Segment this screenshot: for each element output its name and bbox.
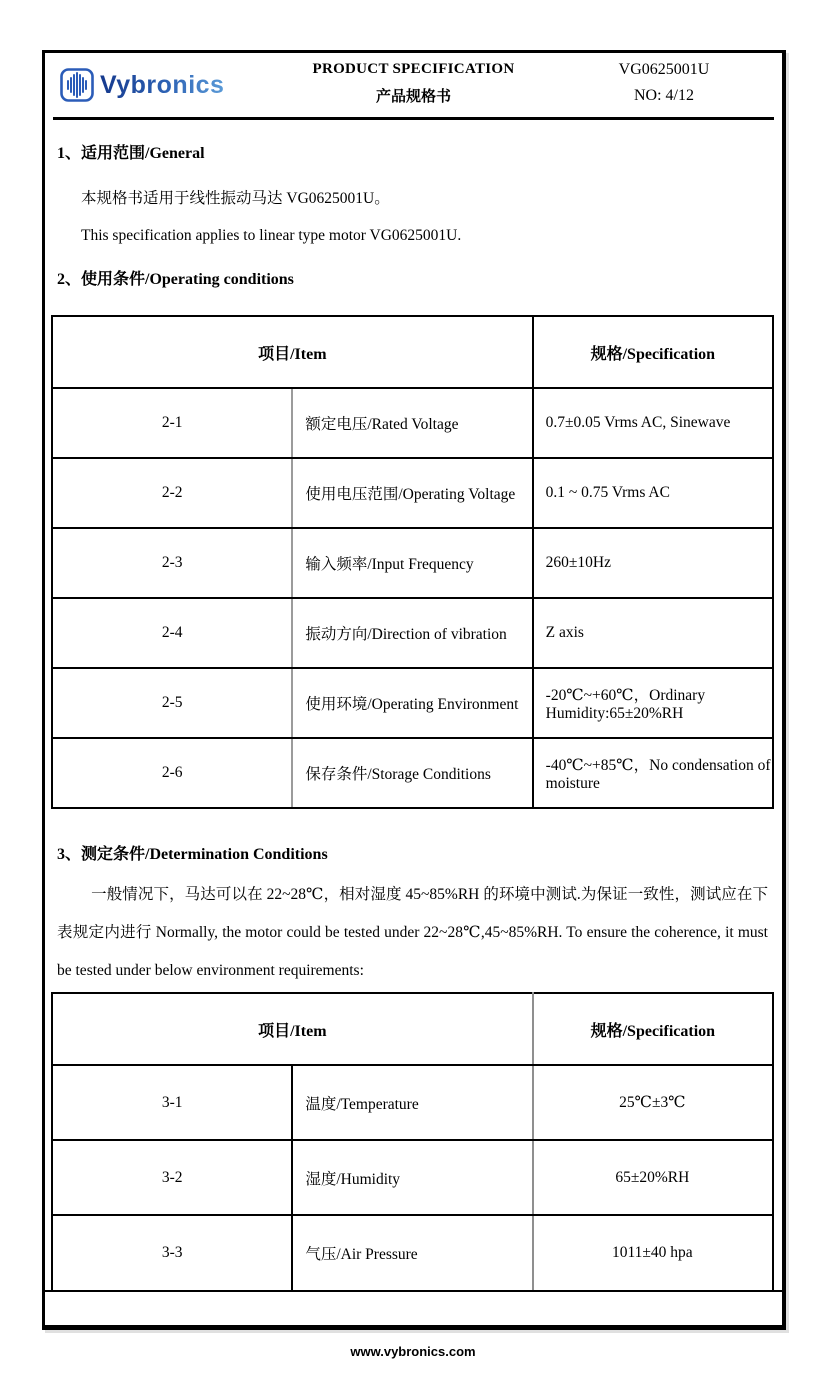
row-number: 3-3 — [52, 1215, 292, 1290]
spec-cell: Z axis — [533, 598, 773, 668]
item-cell: 保存条件/Storage Conditions — [292, 738, 532, 808]
operating-conditions-table — [51, 315, 774, 809]
table-row — [52, 738, 773, 808]
page-number: NO: 4/12 — [634, 87, 694, 104]
item-cell: 使用环境/Operating Environment — [292, 668, 532, 738]
column-header-item: 项目/Item — [52, 993, 533, 1065]
document-header — [45, 53, 782, 117]
table-header-row — [52, 993, 773, 1065]
title-chinese: 产品规格书 — [375, 89, 451, 105]
document-title — [264, 61, 564, 106]
item-cell: 温度/Temperature — [292, 1065, 532, 1140]
table-row — [52, 1215, 773, 1290]
determination-conditions-table — [51, 992, 774, 1290]
spec-cell: -40℃~+85℃，No condensation of moisture — [533, 738, 773, 808]
footer-url: www.vybronics.com — [350, 1344, 476, 1359]
section-1-heading: 1、适用范围/General — [57, 145, 205, 162]
general-text-en: This specification applies to linear type motor VG0625001U. — [81, 227, 462, 244]
item-cell: 使用电压范围/Operating Voltage — [292, 458, 532, 528]
table-row — [52, 1065, 773, 1140]
table-row — [52, 528, 773, 598]
spec-cell: 260±10Hz — [533, 528, 773, 598]
document-meta — [584, 61, 744, 105]
spec-cell: 25℃±3℃ — [533, 1065, 773, 1140]
spec-cell: -20℃~+60℃，Ordinary Humidity:65±20%RH — [533, 668, 773, 738]
logo-text: Vybronics — [100, 70, 225, 99]
spec-cell: 65±20%RH — [533, 1140, 773, 1215]
table-row — [52, 598, 773, 668]
item-cell: 输入频率/Input Frequency — [292, 528, 532, 598]
item-cell: 湿度/Humidity — [292, 1140, 532, 1215]
row-number: 2-4 — [52, 598, 292, 668]
determination-conditions-paragraph: 一般情况下，马达可以在 22~28℃，相对湿度 45~85%RH 的环境中测试.为保证一致性，测试应在下表规定内进行 Normally, the motor could be tested under 22~28℃,45~85%RH. To ensure the coherence, it must be tested under below environment requirements: — [57, 886, 768, 979]
general-text-cn: 本规格书适用于线性振动马达 VG0625001U。 — [81, 190, 390, 207]
table-bottom-rule — [45, 1290, 782, 1292]
section-3-heading: 3、测定条件/Determination Conditions — [57, 846, 328, 863]
table-row — [52, 668, 773, 738]
section-2-heading: 2、使用条件/Operating conditions — [57, 271, 294, 288]
table-row — [52, 458, 773, 528]
column-header-item: 项目/Item — [52, 316, 533, 388]
row-number: 2-1 — [52, 388, 292, 458]
vybronics-logo — [59, 67, 224, 103]
spec-cell: 1011±40 hpa — [533, 1215, 773, 1290]
row-number: 2-5 — [52, 668, 292, 738]
title-english: PRODUCT SPECIFICATION — [312, 61, 515, 77]
row-number: 2-6 — [52, 738, 292, 808]
column-header-specification: 规格/Specification — [533, 993, 773, 1065]
table-row — [52, 1140, 773, 1215]
table-row — [52, 388, 773, 458]
row-number: 3-1 — [52, 1065, 292, 1140]
column-header-specification: 规格/Specification — [533, 316, 773, 388]
spec-cell: 0.7±0.05 Vrms AC, Sinewave — [533, 388, 773, 458]
item-cell: 振动方向/Direction of vibration — [292, 598, 532, 668]
spec-document-page — [42, 50, 786, 1330]
vibration-waveform-icon — [59, 67, 95, 103]
item-cell: 气压/Air Pressure — [292, 1215, 532, 1290]
header-divider — [53, 117, 774, 120]
item-cell: 额定电压/Rated Voltage — [292, 388, 532, 458]
row-number: 2-3 — [52, 528, 292, 598]
model-number: VG0625001U — [618, 61, 710, 78]
spec-cell: 0.1 ~ 0.75 Vrms AC — [533, 458, 773, 528]
table-header-row — [52, 316, 773, 388]
row-number: 3-2 — [52, 1140, 292, 1215]
document-body — [45, 140, 782, 1292]
row-number: 2-2 — [52, 458, 292, 528]
